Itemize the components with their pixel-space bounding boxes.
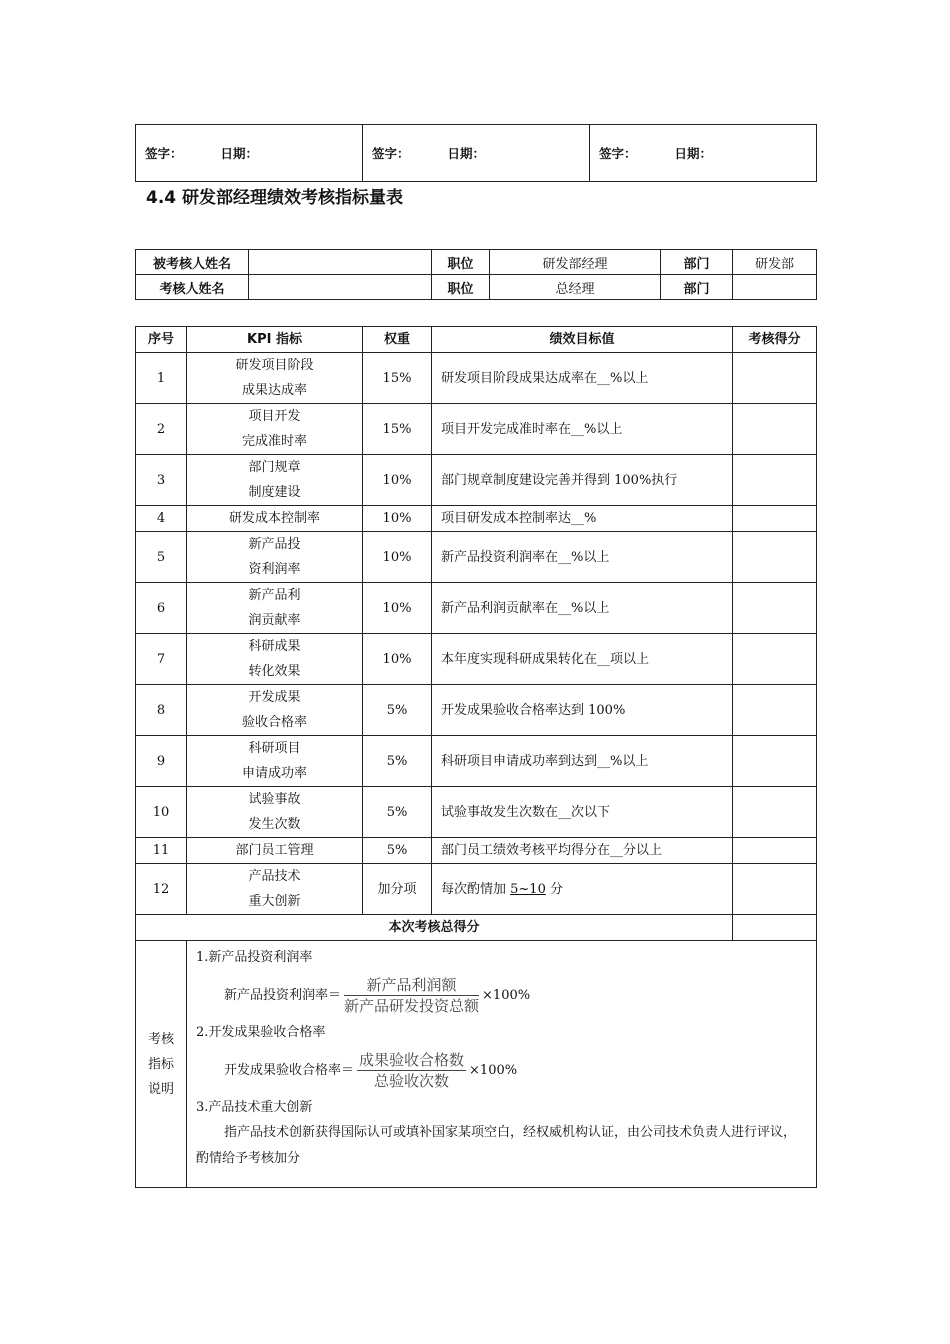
- row-kpi: [187, 353, 363, 404]
- row-target: 开发成果验收合格率达到 100%: [432, 685, 733, 736]
- row-kpi: [187, 455, 363, 506]
- kpi-line: 发生次数: [248, 817, 301, 832]
- row-kpi: [187, 532, 363, 583]
- kpi-line: 新产品利: [248, 588, 301, 603]
- notes-content: [187, 941, 817, 1188]
- row-kpi: [187, 404, 363, 455]
- table-row: [136, 583, 817, 634]
- table-row: [136, 506, 817, 532]
- sign-label: 签字：: [145, 146, 183, 161]
- row-weight: 5%: [363, 787, 432, 838]
- note-item-title: 2.开发成果验收合格率: [196, 1025, 326, 1040]
- row-no: 9: [136, 736, 187, 787]
- section-title: 4.4 研发部经理绩效考核指标量表: [146, 188, 404, 208]
- row-score[interactable]: [733, 787, 817, 838]
- row-weight: 15%: [363, 404, 432, 455]
- signature-cell-1[interactable]: [136, 125, 363, 182]
- table-row: [136, 838, 817, 864]
- row-weight: 5%: [363, 736, 432, 787]
- formula-factor: ×100%: [482, 987, 531, 1003]
- row-weight: 10%: [363, 583, 432, 634]
- kpi-line: 成果达成率: [241, 383, 307, 398]
- row-target: 部门规章制度建设完善并得到 100%执行: [432, 455, 733, 506]
- row-target: 新产品利润贡献率在__%以上: [432, 583, 733, 634]
- signature-cell-3[interactable]: [590, 125, 817, 182]
- header-score: 考核得分: [733, 327, 817, 353]
- kpi-line: 验收合格率: [241, 715, 307, 730]
- table-row: [136, 353, 817, 404]
- row-kpi: 研发成本控制率: [187, 506, 363, 532]
- kpi-line: 产品技术: [248, 869, 301, 884]
- side-label-line: 指标: [147, 1056, 174, 1072]
- kpi-line: 科研项目: [248, 741, 301, 756]
- row-kpi: [187, 864, 363, 915]
- header-target: 绩效目标值: [432, 327, 733, 353]
- signature-table: [135, 124, 817, 182]
- row-score[interactable]: [733, 583, 817, 634]
- row-no: 12: [136, 864, 187, 915]
- row-score[interactable]: [733, 864, 817, 915]
- assessee-name-label: 被考核人姓名: [136, 250, 249, 275]
- kpi-line: 部门规章: [248, 460, 301, 475]
- kpi-line: 项目开发: [248, 409, 301, 424]
- kpi-line: 制度建设: [248, 485, 301, 500]
- row-weight: 10%: [363, 506, 432, 532]
- table-row: [136, 634, 817, 685]
- row-kpi: [187, 685, 363, 736]
- row-no: 10: [136, 787, 187, 838]
- kpi-line: 试验事故: [248, 792, 301, 807]
- row-weight: 加分项: [363, 864, 432, 915]
- row-target: [432, 864, 733, 915]
- row-kpi: [187, 583, 363, 634]
- kpi-line: 转化效果: [248, 664, 301, 679]
- row-target: 科研项目申请成功率到达到__%以上: [432, 736, 733, 787]
- target-bonus-range: 5~10: [510, 881, 546, 897]
- row-weight: 15%: [363, 353, 432, 404]
- row-weight: 5%: [363, 685, 432, 736]
- row-no: 5: [136, 532, 187, 583]
- row-score[interactable]: [733, 353, 817, 404]
- row-no: 6: [136, 583, 187, 634]
- total-score-label: 本次考核总得分: [136, 915, 733, 941]
- kpi-line: 资利润率: [248, 562, 301, 577]
- table-row: [136, 455, 817, 506]
- formula-fraction: [344, 975, 479, 1016]
- row-target: 研发项目阶段成果达成率在__%以上: [432, 353, 733, 404]
- row-kpi: 部门员工管理: [187, 838, 363, 864]
- row-score[interactable]: [733, 634, 817, 685]
- row-no: 3: [136, 455, 187, 506]
- header-weight: 权重: [363, 327, 432, 353]
- row-kpi: [187, 634, 363, 685]
- row-kpi: [187, 736, 363, 787]
- row-score[interactable]: [733, 506, 817, 532]
- formula-factor: ×100%: [469, 1062, 518, 1078]
- table-row: [136, 787, 817, 838]
- kpi-line: 重大创新: [248, 894, 301, 909]
- assessee-name-value[interactable]: [249, 250, 432, 275]
- notes-side-label: [136, 941, 187, 1188]
- formula-acceptance-rate: [196, 1045, 808, 1095]
- row-weight: 10%: [363, 532, 432, 583]
- row-score[interactable]: [733, 838, 817, 864]
- formula-denominator: 新产品研发投资总额: [344, 996, 480, 1015]
- row-no: 1: [136, 353, 187, 404]
- assessor-department-value[interactable]: [733, 275, 817, 300]
- total-score-value[interactable]: [733, 915, 817, 941]
- header-no: 序号: [136, 327, 187, 353]
- formula-numerator: 新产品利润额: [366, 975, 457, 994]
- note-item-text: 指产品技术创新获得国际认可或填补国家某项空白，经权威机构认证，由公司技术负责人进行评议，酌情给予考核加分: [196, 1125, 797, 1166]
- kpi-line: 研发项目阶段: [235, 358, 314, 373]
- formula-fraction: [357, 1050, 466, 1091]
- kpi-line: 科研成果: [248, 639, 301, 654]
- row-target: 本年度实现科研成果转化在__项以上: [432, 634, 733, 685]
- assessee-department-value[interactable]: 研发部: [733, 250, 817, 275]
- department-label: 部门: [661, 250, 733, 275]
- row-target: 项目开发完成准时率在__%以上: [432, 404, 733, 455]
- date-label: 日期：: [674, 146, 713, 161]
- row-weight: 10%: [363, 455, 432, 506]
- table-row: [136, 532, 817, 583]
- position-label: 职位: [432, 275, 490, 300]
- row-no: 7: [136, 634, 187, 685]
- row-target: 新产品投资利润率在__%以上: [432, 532, 733, 583]
- row-score[interactable]: [733, 532, 817, 583]
- sign-label: 签字：: [372, 146, 410, 161]
- row-weight: 10%: [363, 634, 432, 685]
- kpi-line: 申请成功率: [241, 766, 307, 781]
- note-item-title: 3.产品技术重大创新: [196, 1100, 313, 1115]
- table-row: [136, 736, 817, 787]
- signature-cell-2[interactable]: [363, 125, 590, 182]
- target-prefix: 每次酌情加: [441, 881, 511, 897]
- kpi-line: 开发成果: [248, 690, 301, 705]
- row-score[interactable]: [733, 404, 817, 455]
- department-label: 部门: [661, 275, 733, 300]
- row-target: 部门员工绩效考核平均得分在__分以上: [432, 838, 733, 864]
- formula-lhs: 新产品投资利润率＝: [224, 987, 342, 1003]
- row-no: 4: [136, 506, 187, 532]
- assessor-position-value[interactable]: 总经理: [490, 275, 661, 300]
- row-score[interactable]: [733, 455, 817, 506]
- formula-numerator: 成果验收合格数: [359, 1050, 465, 1069]
- kpi-line: 新产品投: [248, 537, 301, 552]
- formula-investment-profit-rate: [196, 970, 808, 1020]
- kpi-table: [135, 326, 817, 1188]
- row-target: 项目研发成本控制率达__%: [432, 506, 733, 532]
- position-label: 职位: [432, 250, 490, 275]
- kpi-line: 润贡献率: [248, 613, 301, 628]
- row-score[interactable]: [733, 685, 817, 736]
- note-item-title: 1.新产品投资利润率: [196, 950, 313, 965]
- side-label-line: 考核: [147, 1031, 174, 1047]
- table-row: [136, 685, 817, 736]
- table-row: [136, 404, 817, 455]
- assessor-name-value[interactable]: [249, 275, 432, 300]
- row-weight: 5%: [363, 838, 432, 864]
- kpi-line: 完成准时率: [241, 434, 307, 449]
- assessee-position-value[interactable]: 研发部经理: [490, 250, 661, 275]
- row-score[interactable]: [733, 736, 817, 787]
- row-target: 试验事故发生次数在__次以下: [432, 787, 733, 838]
- row-no: 11: [136, 838, 187, 864]
- side-label-line: 说明: [147, 1081, 174, 1097]
- sign-label: 签字：: [599, 146, 637, 161]
- date-label: 日期：: [220, 146, 259, 161]
- row-no: 8: [136, 685, 187, 736]
- formula-lhs: 开发成果验收合格率＝: [224, 1062, 355, 1078]
- assessor-name-label: 考核人姓名: [136, 275, 249, 300]
- row-kpi: [187, 787, 363, 838]
- target-suffix: 分: [545, 881, 563, 897]
- table-row: [136, 864, 817, 915]
- row-no: 2: [136, 404, 187, 455]
- date-label: 日期：: [447, 146, 486, 161]
- header-kpi: KPI 指标: [187, 327, 363, 353]
- formula-denominator: 总验收次数: [374, 1071, 450, 1090]
- personnel-info-table: [135, 249, 817, 300]
